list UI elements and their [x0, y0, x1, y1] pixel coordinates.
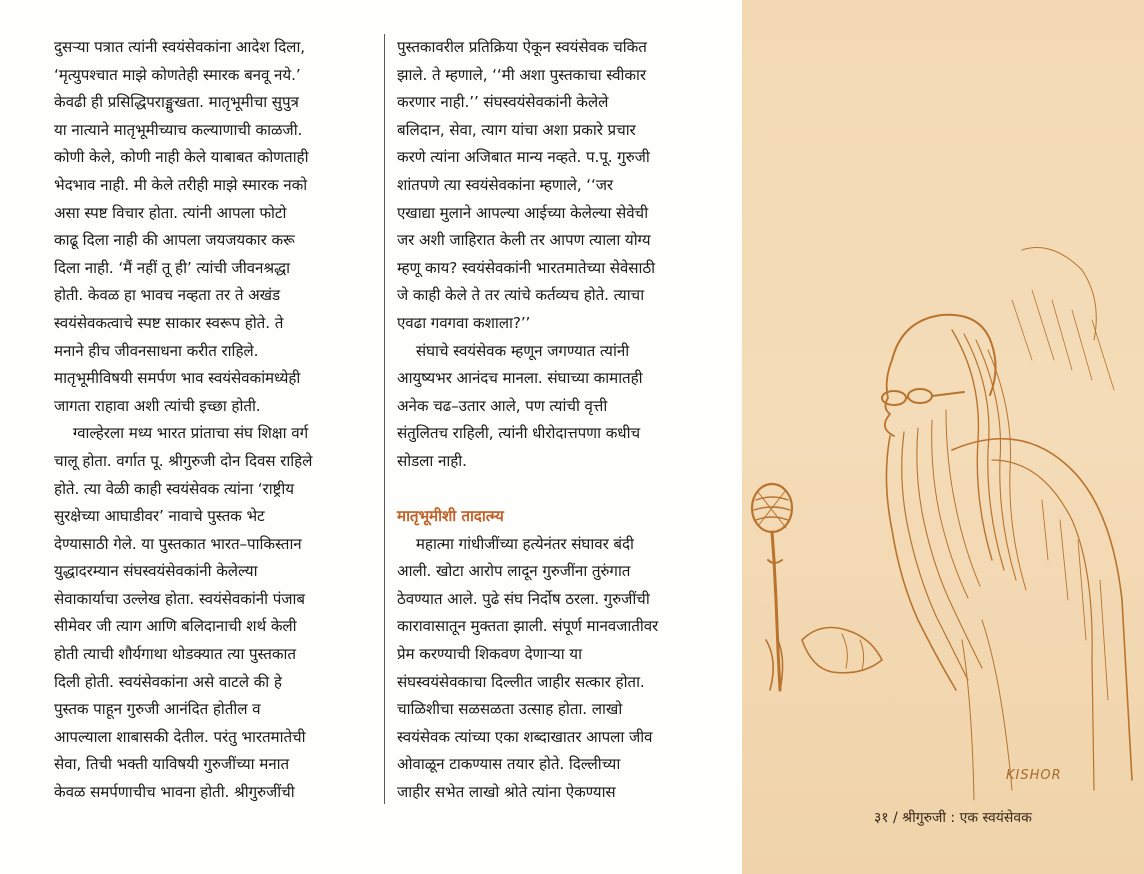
- text-line: संघस्वयंसेवकाचा दिल्लीत जाहीर सत्कार होता.: [397, 672, 645, 691]
- text-line: स्वयंसेवक त्यांच्या एका शब्दाखातर आपला जीव: [397, 727, 653, 746]
- text-line: जर अशी जाहिरात केली तर आपण त्याला योग्य: [397, 231, 651, 250]
- text-line: प्रेम करण्याची शिकवण देणाऱ्या या: [397, 645, 582, 664]
- text-line: दिला नाही. ‘मैं नहीं तू ही’ त्यांची जीवनश्रद्धा: [54, 258, 290, 277]
- text-line: सेवा, तिची भक्ती याविषयी गुरुजींच्या मनात: [54, 755, 290, 774]
- text-line: संतुलितच राहिली, त्यांनी धीरोदात्तपणा कधीच: [397, 424, 641, 443]
- text-line: बलिदान, सेवा, त्याग यांचा अशा प्रकारे प्रचार: [397, 120, 636, 139]
- text-line: शांतपणे त्या स्वयंसेवकांना म्हणाले, ‘‘जर: [397, 175, 614, 194]
- text-line: ओवाळून टाकण्यास तयार होते. दिल्लीच्या: [397, 755, 621, 774]
- text-line: जाहीर सभेत लाखो श्रोते त्यांना ऐकण्यास: [397, 783, 616, 802]
- spacer: [397, 476, 727, 504]
- artist-signature: KISHOR: [1006, 768, 1062, 783]
- text-line: होते. त्या वेळी काही स्वयंसेवक त्यांना ‘राष्ट्रीय: [54, 479, 294, 498]
- text-line: आली. खोटा आरोप लादून गुरुजींना तुरुंगात: [397, 562, 631, 581]
- text-line: अनेक चढ–उतार आले, पण त्यांची वृत्ती: [397, 396, 608, 415]
- text-line: युद्धादरम्यान संघस्वयंसेवकांनी केलेल्या: [54, 562, 258, 581]
- text-line: असा स्पष्ट विचार होता. त्यांनी आपला फोटो: [54, 203, 287, 222]
- text-line: होती त्याची शौर्यगाथा थोडक्यात त्या पुस्तकात: [54, 645, 296, 664]
- column-divider: [384, 34, 385, 804]
- text-line: म्हणू काय? स्वयंसेवकांनी भारतमातेच्या सेवेसाठी: [397, 258, 656, 277]
- text-line: सुरक्षेच्या आघाडीवर’ नावाचे पुस्तक भेट: [54, 507, 265, 526]
- text-column-right: [397, 34, 727, 807]
- page-footer: ३१ / श्रीगुरुजी : एक स्वयंसेवक: [874, 810, 1032, 826]
- text-line: भेदभाव नाही. मी केले तरीही माझे स्मारक नको: [54, 175, 308, 194]
- text-line: दिली होती. स्वयंसेवकांना असे वाटले की हे: [54, 672, 282, 691]
- text-line: जे काही केले ते तर त्यांचे कर्तव्यच होते. त्याचा: [397, 286, 645, 305]
- sketch-portrait-illustration: [742, 0, 1144, 874]
- text-line: होती. केवळ हा भावच नव्हता तर ते अखंड: [54, 286, 281, 305]
- text-line: सीमेवर जी त्याग आणि बलिदानाची शर्थ केली: [54, 617, 297, 636]
- text-line: चालू होता. वर्गात पू. श्रीगुरुजी दोन दिवस राहिले: [54, 451, 313, 470]
- text-line: काढू दिला नाही की आपला जयजयकार करू: [54, 231, 295, 250]
- text-line: एवढा गवगवा कशाला?’’: [397, 313, 531, 332]
- text-line: झाले. ते म्हणाले, ‘‘मी अशा पुस्तकाचा स्वीकार: [397, 65, 646, 84]
- text-line: केवढी ही प्रसिद्धिपराङ्मुखता. मातृभूमीचा सुपुत्र: [54, 93, 299, 112]
- text-line: सोडला नाही.: [397, 451, 467, 470]
- text-line: पुस्तकावरील प्रतिक्रिया ऐकून स्वयंसेवक चकित: [397, 38, 647, 56]
- text-line: या नात्याने मातृभूमीच्याच कल्याणाची काळजी.: [54, 120, 303, 139]
- text-line: मातृभूमीविषयी समर्पण भाव स्वयंसेवकांमध्येही: [54, 369, 301, 388]
- text-line: महात्मा गांधीजींच्या हत्येनंतर संघावर बंदी: [397, 534, 634, 553]
- text-line: केवळ समर्पणाचीच भावना होती. श्रीगुरुजींची: [54, 783, 295, 802]
- text-line: सेवाकार्याचा उल्लेख होता. स्वयंसेवकांनी पंजाब: [54, 589, 305, 608]
- text-line: चाळिशीचा सळसळता उत्साह होता. लाखो: [397, 700, 623, 719]
- section-heading: मातृभूमीशी तादात्म्य: [397, 507, 504, 526]
- text-line: स्वयंसेवकत्वाचे स्पष्ट साकार स्वरूप होते. ते: [54, 313, 284, 332]
- text-line: करणे त्यांना अजिबात मान्य नव्हते. प.पू. गुरुजी: [397, 148, 650, 167]
- text-column-left: [54, 34, 376, 807]
- text-line: ‘मृत्युपश्चात माझे कोणतेही स्मारक बनवू नये.’: [54, 65, 301, 84]
- text-line: आपल्याला शाबासकी देतील. परंतु भारतमातेची: [54, 727, 306, 746]
- text-line: ठेवण्यात आले. पुढे संघ निर्दोष ठरला. गुरुजींची: [397, 589, 650, 608]
- text-line: ग्वाल्हेरला मध्य भारत प्रांताचा संघ शिक्षा वर्ग: [54, 424, 309, 443]
- illustration-panel: [742, 0, 1144, 874]
- text-line: एखाद्या मुलाने आपल्या आईच्या केलेल्या सेवेची: [397, 203, 649, 222]
- text-line: संघाचे स्वयंसेवक म्हणून जगण्यात त्यांनी: [397, 341, 630, 360]
- text-line: करणार नाही.’’ संघस्वयंसेवकांनी केलेले: [397, 93, 609, 112]
- text-line: कोणी केले, कोणी नाही केले याबाबत कोणताही: [54, 148, 309, 167]
- text-line: देण्यासाठी गेले. या पुस्तकात भारत–पाकिस्तान: [54, 534, 302, 553]
- text-line: मनाने हीच जीवनसाधना करीत राहिले.: [54, 341, 259, 360]
- text-line: दुसऱ्या पत्रात त्यांनी स्वयंसेवकांना आदेश दिला,: [54, 38, 306, 56]
- text-line: जागता राहावा अशी त्यांची इच्छा होती.: [54, 396, 261, 415]
- text-line: कारावासातून मुक्तता झाली. संपूर्ण मानवजातीवर: [397, 617, 659, 636]
- text-line: आयुष्यभर आनंदच मानला. संघाच्या कामातही: [397, 369, 643, 388]
- text-line: पुस्तक पाहून गुरुजी आनंदित होतील व: [54, 700, 261, 719]
